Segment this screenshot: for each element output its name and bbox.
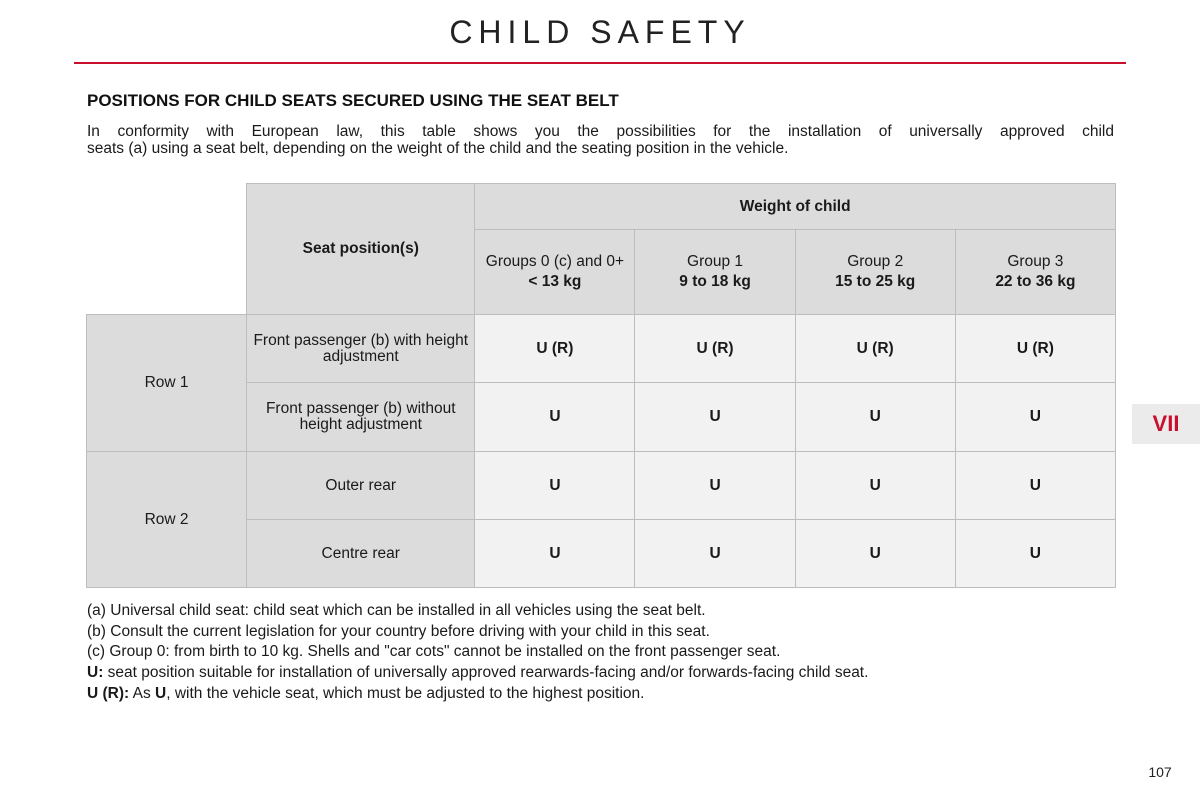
value-cell: U (R) xyxy=(475,315,635,383)
empty-corner-cell xyxy=(87,184,247,315)
header-divider xyxy=(74,62,1126,64)
value-cell: U xyxy=(795,452,955,520)
weight-header: Weight of child xyxy=(475,184,1116,230)
seat-position-cell: Front passenger (b) with height adjustment xyxy=(247,315,475,383)
section-heading: POSITIONS FOR CHILD SEATS SECURED USING THE SEAT BELT xyxy=(87,91,619,110)
value-cell: U xyxy=(635,383,795,452)
legend-ur xyxy=(87,684,1117,705)
legend-text: As xyxy=(129,684,156,702)
group-header-cell xyxy=(635,230,795,315)
legend-term: U: xyxy=(87,664,104,682)
intro-line: seats (a) using a seat belt, depending on the weight of the child and the seating position in the vehicle. xyxy=(87,140,789,157)
chapter-number: VII xyxy=(1152,411,1180,436)
group-range: 15 to 25 kg xyxy=(835,273,916,290)
value-cell: U xyxy=(795,383,955,452)
value-cell: U (R) xyxy=(955,315,1115,383)
table-row xyxy=(87,452,1116,520)
legend-term: U (R): xyxy=(87,684,130,702)
group-header-cell xyxy=(475,230,635,315)
seat-position-header: Seat position(s) xyxy=(247,184,475,315)
seat-position-cell: Centre rear xyxy=(247,520,475,588)
group-range: 9 to 18 kg xyxy=(679,273,751,290)
group-range: 22 to 36 kg xyxy=(995,273,1076,290)
value-cell: U xyxy=(475,383,635,452)
value-cell: U xyxy=(635,452,795,520)
group-name: Group 2 xyxy=(847,253,904,270)
group-range: < 13 kg xyxy=(528,273,582,290)
footnote-a: (a) Universal child seat: child seat which can be installed in all vehicles using the seat belt. xyxy=(87,602,706,619)
intro-line: In conformity with European law, this table shows you the possibilities for the installation of universally approved child xyxy=(87,123,1114,140)
group-name: Group 1 xyxy=(687,253,744,270)
page-title: CHILD SAFETY xyxy=(449,14,751,50)
value-cell: U (R) xyxy=(795,315,955,383)
footnotes xyxy=(87,601,1117,705)
value-cell: U (R) xyxy=(635,315,795,383)
value-cell: U xyxy=(475,452,635,520)
table-row xyxy=(87,315,1116,383)
footnote-b: (b) Consult the current legislation for your country before driving with your child in this seat. xyxy=(87,622,710,640)
group-header-cell xyxy=(955,230,1115,315)
value-cell: U xyxy=(955,452,1115,520)
table-header-row xyxy=(87,184,1116,230)
seat-position-cell: Front passenger (b) without height adjustment xyxy=(247,383,475,452)
child-seat-table xyxy=(86,183,1116,588)
legend-text: , with the vehicle seat, which must be adjusted to the highest position. xyxy=(166,684,645,702)
value-cell: U xyxy=(795,520,955,588)
legend-text: seat position suitable for installation of universally approved rearwards-facing and/or forwards-facing child seat. xyxy=(103,664,869,682)
row-label: Row 2 xyxy=(87,452,247,588)
chapter-tab xyxy=(1132,404,1200,444)
group-header-cell xyxy=(795,230,955,315)
value-cell: U xyxy=(475,520,635,588)
group-name: Groups 0 (c) and 0+ xyxy=(485,253,625,270)
intro-paragraph xyxy=(87,123,1114,157)
legend-term-ref: U xyxy=(155,684,167,702)
group-name: Group 3 xyxy=(1007,253,1064,270)
page-number: 107 xyxy=(1148,764,1172,780)
footnote-c: (c) Group 0: from birth to 10 kg. Shells and "car cots" cannot be installed on the front passenger seat. xyxy=(87,643,781,661)
legend-u xyxy=(87,663,1117,684)
value-cell: U xyxy=(635,520,795,588)
seat-position-cell: Outer rear xyxy=(247,452,475,520)
value-cell: U xyxy=(955,383,1115,452)
row-label: Row 1 xyxy=(87,315,247,452)
value-cell: U xyxy=(955,520,1115,588)
